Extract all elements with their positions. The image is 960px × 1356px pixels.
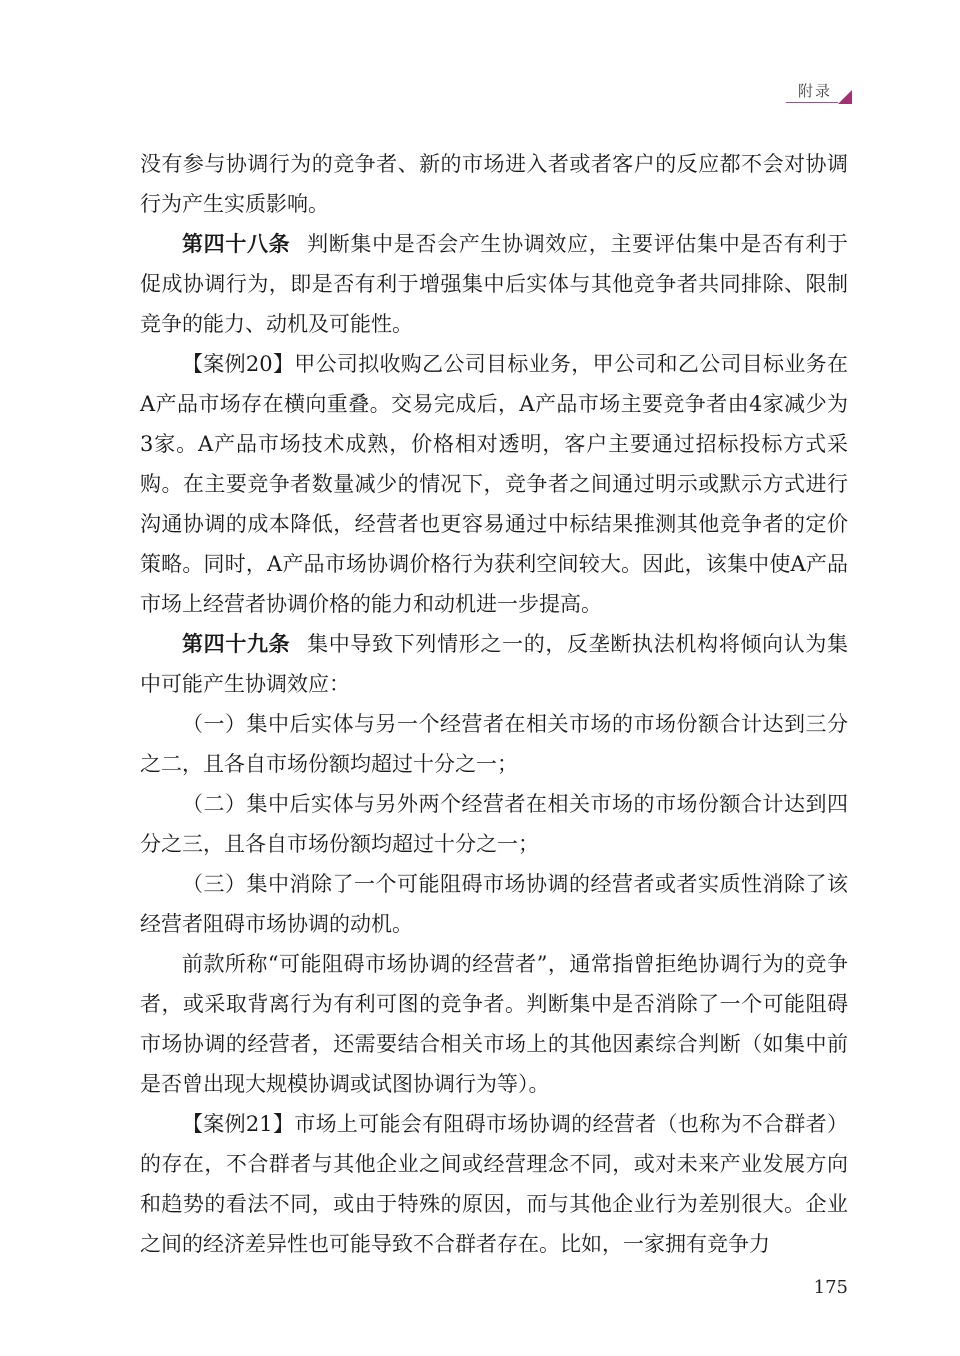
paragraph-text: 没有参与协调行为的竞争者、新的市场进入者或者客户的反应都不会对协调行为产生实质影响。: [140, 152, 848, 216]
page-body: [140, 144, 848, 1264]
definition-paragraph: [140, 944, 848, 1104]
paragraph-text: 前款所称“可能阻碍市场协调的经营者”，通常指曾拒绝协调行为的竞争者，或采取背离行为有利可图的竞争者。判断集中是否消除了一个可能阻碍市场协调的经营者，还需要结合相关市场上的其他因素综合判断（如集中前是否曾出现大规模协调或试图协调行为等）。: [140, 952, 848, 1096]
article-heading: 第四十九条: [182, 632, 291, 656]
paragraph-text: （三）集中消除了一个可能阻碍市场协调的经营者或者实质性消除了该经营者阻碍市场协调的动机。: [140, 872, 848, 936]
corner-triangle-icon: [838, 90, 852, 104]
paragraph-text: （二）集中后实体与另外两个经营者在相关市场的市场份额合计达到四分之三，且各自市场份额均超过十分之一；: [140, 792, 848, 856]
paragraph-continuation: [140, 144, 848, 224]
list-item-3: [140, 864, 848, 944]
article-48: [140, 224, 848, 344]
paragraph-text: （一）集中后实体与另一个经营者在相关市场的市场份额合计达到三分之二，且各自市场份额均超过十分之一；: [140, 712, 848, 776]
paragraph-text: 【案例20】甲公司拟收购乙公司目标业务，甲公司和乙公司目标业务在A产品市场存在横向重叠。交易完成后，A产品市场主要竞争者由4家减少为3家。A产品市场技术成熟，价格相对透明，客户主要通过招标投标方式采购。在主要竞争者数量减少的情况下，竞争者之间通过明示或默示方式进行沟通协调的成本降低，经营者也更容易通过中标结果推测其他竞争者的定价策略。同时，A产品市场协调价格行为获利空间较大。因此，该集中使A产品市场上经营者协调价格的能力和动机进一步提高。: [140, 352, 848, 616]
paragraph-text: 集中导致下列情形之一的，反垄断执法机构将倾向认为集中可能产生协调效应：: [140, 632, 848, 696]
list-item-1: [140, 704, 848, 784]
list-item-2: [140, 784, 848, 864]
paragraph-text: 【案例21】市场上可能会有阻碍市场协调的经营者（也称为不合群者）的存在，不合群者与其他企业之间或经营理念不同，或对未来产业发展方向和趋势的看法不同，或由于特殊的原因，而与其他企业行为差别很大。企业之间的经济差异性也可能导致不合群者存在。比如，一家拥有竞争力: [140, 1112, 848, 1256]
article-heading: 第四十八条: [182, 232, 291, 256]
paragraph-text: 判断集中是否会产生协调效应，主要评估集中是否有利于促成协调行为，即是否有利于增强集中后实体与其他竞争者共同排除、限制竞争的能力、动机及可能性。: [140, 232, 848, 336]
case-20: [140, 344, 848, 624]
header-rule: [786, 102, 838, 103]
page-number: 175: [813, 1277, 848, 1298]
case-21: [140, 1104, 848, 1264]
running-header: [780, 78, 860, 110]
article-49: [140, 624, 848, 704]
section-label: 附录: [797, 82, 832, 100]
